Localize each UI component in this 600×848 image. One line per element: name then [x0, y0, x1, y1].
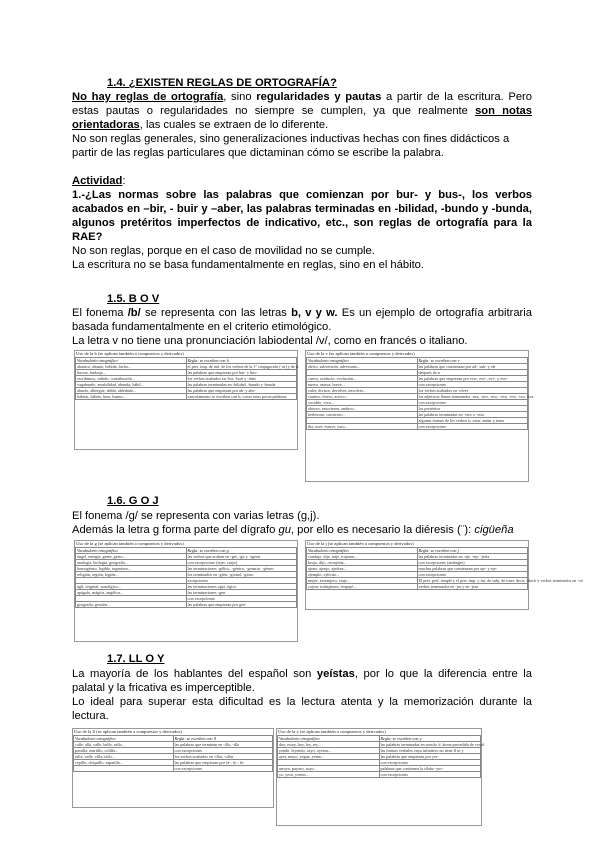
- table-cell: cojear, trabajamos, empujé...: [307, 584, 418, 590]
- table-cell: calle, allá, valle, bello, sello...: [74, 742, 174, 748]
- table-cell: con excepciones: [173, 766, 273, 772]
- bold-phrase: orientadoras: [72, 119, 140, 131]
- rules-table: [306, 547, 584, 590]
- bold-phrase: regularidades y pautas: [256, 91, 382, 103]
- table-title: Uso de la b (se aplican también a compuestos y derivados): [76, 351, 184, 356]
- bold-phrase: son notas: [475, 105, 532, 117]
- table-cell: El pret. perf. simple y el pret. imp. y fut. de subj. de traer, decir, -ducir y verbos terminados en -cir: [418, 578, 584, 583]
- table-cell: con excepciones: [379, 772, 481, 778]
- table-cell: cancelamento se escriben con b, como estas pocas palabras: [186, 394, 297, 400]
- table-cell: las palabras que empiezan por ab- y abs-: [186, 388, 297, 394]
- text: La mayoría de los hablantes del español son: [72, 668, 317, 680]
- table-cell: algunas formas de los verbos ir, estar, andar y tener: [417, 418, 528, 424]
- table-cell: valer, divisor, devolver, envolver...: [307, 388, 418, 394]
- answer-line: No son reglas, porque en el caso de movilidad no se cumple.: [72, 245, 375, 257]
- table-cell: geografía, gestión...: [76, 602, 187, 608]
- table-cell: falla, valle, villa, tallo...: [74, 754, 174, 760]
- question-line: algunos pretéritos imperfectos de indicativo, etc., son reglas de ortografía para la: [72, 217, 532, 229]
- table-cell: las palabras que empiezan por yer-: [379, 754, 481, 760]
- table-cell: con excepciones: [417, 424, 528, 430]
- table-cell: vagabundo, amabilidad, abunda, hábil...: [76, 382, 187, 388]
- table-header: Vocabulario ortográfico: [307, 548, 418, 554]
- table-cell: los verbos acabados en -olver: [417, 388, 528, 394]
- text: :: [122, 175, 126, 187]
- table-header: Regla: se escriben con b: [186, 358, 297, 364]
- text: estas pautas o regularidades no siempre se cumplen, ya que realmente: [72, 105, 468, 117]
- table-cell: homogéneo, legible, ingeniero...: [76, 566, 187, 572]
- table-row: [307, 584, 528, 590]
- table-cell: con excepciones: [417, 572, 528, 578]
- table-cell: cueva, oviducto, evolución...: [307, 376, 418, 382]
- table-header: Vocabulario ortográfico: [278, 736, 380, 742]
- table-row: [74, 766, 273, 772]
- paragraph-line: [72, 104, 532, 118]
- table-title: Uso de la g (se aplican también a compuestos y derivados): [76, 541, 184, 546]
- table-header: Vocabulario ortográfico: [307, 358, 418, 364]
- paragraph-line: [72, 667, 532, 681]
- table-cell: herbívoro, carnívoro...: [307, 412, 418, 418]
- paragraph-line: No son reglas generales, sino generalizaciones inductivas hechas con fines didácticos a: [72, 133, 510, 145]
- table-title: Uso de la y (se aplican también a compuestos y derivados): [278, 729, 386, 734]
- table-cell: pastilla, martillo, colilla...: [74, 748, 174, 754]
- table-cell: verbos terminados en -jar y en -jear: [417, 584, 528, 590]
- table-cell: las palabras que empiezan por geo-: [186, 602, 297, 608]
- activity-label: [72, 174, 532, 188]
- rules-table: [277, 735, 484, 778]
- table-cell: cautivo, lesivo, activo...: [307, 394, 418, 400]
- table-cell: las palabras terminadas en sonido /i/ átona precedida de vocal: [380, 742, 484, 747]
- text: Además la letra g forma parte del dígrafo: [72, 524, 279, 536]
- table-cell: con excepciones (ambages): [417, 560, 528, 566]
- paragraph-line: [72, 90, 532, 104]
- table-cell: escribimos, subido, contribución...: [76, 376, 187, 382]
- paragraph-line: El fonema /g/ se representa con varias letras (g,j).: [72, 510, 320, 522]
- paragraph-line: palatal y la fricativa es imperceptible.: [72, 682, 255, 694]
- table-cell: nuevo, nueva, breve...: [307, 382, 418, 388]
- text: , las cuales se extraen de lo diferente.: [139, 119, 329, 131]
- bold-phrase: /b/: [127, 307, 141, 319]
- table-row: [307, 424, 528, 430]
- table-cell: con excepciones: [186, 596, 297, 602]
- table-header: Regla: se escriben con v: [417, 358, 528, 364]
- activity-title: Actividad: [72, 175, 123, 187]
- question-line: RAE?: [72, 231, 103, 243]
- bold-phrase: yeístas: [316, 668, 355, 680]
- table-cell: ayer, mayo, yegua, yema...: [278, 754, 380, 760]
- table-row: [76, 602, 297, 608]
- table-cell: excepciones: [186, 578, 297, 584]
- rules-table: [75, 547, 297, 608]
- paragraph-line: Lo ideal para superar esta dificultad es la lectura atenta y la memorización durante la: [72, 696, 532, 708]
- section-title-1-6: 1.6. G O J: [107, 495, 159, 507]
- italic-word: cigüeña: [474, 524, 514, 536]
- table-cell: apágalo, mágica, angélica...: [76, 590, 187, 596]
- table-cell: las terminaciones -gélico, -génico, -genario, -géneo: [186, 566, 297, 572]
- table-cell: ejemplo, ejército...: [307, 572, 418, 578]
- table-row: [76, 394, 297, 400]
- table-cell: los pretéritos: [417, 406, 528, 412]
- table-cell: arroyo, payaso, suyo...: [278, 766, 380, 772]
- text: Es un ejemplo de ortografía arbitraria: [337, 307, 532, 319]
- table-cell: las palabras que empiezan por bur- y bus-.: [186, 370, 297, 376]
- table-header: Regla: se escriben con ll: [173, 736, 273, 742]
- table-cell: los terminados en -gión, -gional, -gioso: [186, 572, 297, 578]
- table-cell: ajeno, ajenjo, ajedrez...: [307, 566, 418, 572]
- table-header: Vocabulario ortográfico: [76, 358, 187, 364]
- table-cell: yo, yeso, yermo...: [278, 772, 380, 778]
- text: a partir de la escritura. Pero: [381, 91, 532, 103]
- table-cell: con excepciones: [173, 748, 273, 754]
- table-cell: abanico, abanto, bebida, bicho...: [76, 364, 187, 370]
- table-row: [278, 772, 481, 778]
- bold-phrase: b, v y w.: [291, 307, 338, 319]
- table-cell: iba, tuve, estuve, tuvo...: [307, 424, 418, 430]
- rules-table: [73, 735, 273, 772]
- table-cell: yendo, leyendo, cayó, oyeron...: [278, 748, 380, 754]
- table-cell: con excepciones: [417, 382, 528, 388]
- table-image-g: [74, 540, 298, 642]
- table-cell: palabras que contienen la sílaba -yec-: [379, 766, 481, 772]
- table-cell: las verbos que acaban en -ger, -gir y -igerar: [186, 554, 297, 560]
- table-image-j: [305, 540, 584, 610]
- table-cell: los verbos acabados en -illar, -ullar: [173, 754, 273, 760]
- table-cell: doy, estoy, hoy, ley, rey...: [278, 742, 380, 748]
- question-line: acabados en –bir, - buir y –aber, las palabras terminadas en -bilidad, -bundo y -bunda,: [72, 203, 532, 215]
- table-cell: con excepciones: [417, 400, 528, 406]
- table-cell: mujer, extranjero, viaje...: [307, 578, 418, 584]
- rules-table: [75, 357, 300, 400]
- table-cell: religión, región, legión...: [76, 572, 187, 578]
- table-image-b: [74, 350, 298, 450]
- table-cell: buscar, burbuja...: [76, 370, 187, 376]
- section-title-1-7: 1.7. LL O Y: [107, 653, 165, 665]
- table-image-v: [305, 350, 534, 482]
- table-cell: ágil, original, nostálgico...: [76, 584, 187, 590]
- paragraph-line: basada fundamentalmente en el criterio etimológico.: [72, 321, 332, 333]
- section-title-1-4: 1.4. ¿EXISTEN REGLAS DE ORTOGRAFÍA?: [107, 77, 337, 89]
- table-header: Vocabulario ortográfico: [74, 736, 174, 742]
- table-cell: las palabras que comienzan por ad-, sub- y ob-: [417, 364, 528, 370]
- paragraph-line: [72, 306, 532, 320]
- rules-table: [306, 357, 534, 430]
- paragraph-line: La letra v no tiene una pronunciación labiodental /v/, como en francés o italiano.: [72, 335, 468, 347]
- table-header: Regla: se escriben con g: [186, 548, 297, 554]
- table-cell: las formas verbales cuya infinitivo no tiene ll ni y: [379, 748, 481, 754]
- table-cell: conduje, dije, traje, trajeron...: [307, 554, 418, 560]
- table-title: Uso de la ll (se aplican también a compuestos y derivados): [74, 729, 182, 734]
- table-cell: las terminaciones ogía, ógico: [186, 584, 297, 590]
- text: se representa con las letras: [140, 307, 292, 319]
- answer-line: La escritura no se basa fundamentalmente en reglas, sino en el hábito.: [72, 259, 425, 271]
- table-cell: las palabras terminadas en -bilidad, -bundo y -bunda: [186, 382, 297, 388]
- table-cell: los adjetivos llanos terminados -ava, -ave, -avo, -eva, -eve, -ivo, -iva: [418, 394, 534, 399]
- table-cell: ángel, energía, gente, gesto...: [76, 554, 187, 560]
- question-line: 1.-¿Las normas sobre las palabras que comienzan por bur- y bus-, los verbos: [72, 189, 532, 201]
- table-cell: el pret. imp. de ind. de los verbos de la 1ª conjugación (-ar) y de ir.: [187, 364, 300, 369]
- table-image-y: [276, 728, 482, 826]
- table-title: Uso de la j (se aplican también a compuestos y derivados): [307, 541, 414, 546]
- table-cell: vocablo, viva...: [307, 400, 418, 406]
- text: , sino: [223, 91, 257, 103]
- paragraph-line: partir de las reglas particulares que dictaminan cómo se escribe la palabra.: [72, 147, 444, 159]
- table-cell: las palabras que empiezan por fa-, fo-, fu-: [173, 760, 273, 766]
- table-title: Uso de la v (se aplican también a compuestos y derivados): [307, 351, 415, 356]
- italic-word: gu: [278, 524, 291, 536]
- text: , por ello es necesario la diéresis (¨):: [290, 524, 475, 536]
- table-cell: cepillo, chiquillo, zapatilla...: [74, 760, 174, 766]
- section-title-1-5: 1.5. B O V: [107, 293, 160, 305]
- table-header: Regla: se escriben con y: [379, 736, 481, 742]
- table-cell: las terminaciones -gen: [186, 590, 297, 596]
- table-cell: los verbos acabados en -bir, -buir y -aber: [186, 376, 297, 382]
- table-image-ll: [72, 728, 274, 808]
- table-cell: con excepciones: [379, 760, 481, 766]
- table-header: Regla: se escriben con j: [417, 548, 528, 554]
- table-cell: las palabras que terminan en -illo, -illa: [173, 742, 273, 748]
- table-cell: muchas palabras que comienzan por aje- y eje-: [417, 566, 528, 572]
- bold-phrase: No hay reglas de ortografía: [72, 91, 224, 103]
- table-cell: obtuvo, estuvieron, anduvo...: [307, 406, 418, 412]
- table-cell: brujo, dijo, cerrajería...: [307, 560, 418, 566]
- text: El fonema: [72, 307, 128, 319]
- table-cell: las palabras que empiezan por eva-, eve-, evi-, y evo-: [417, 376, 528, 382]
- paragraph-line: lectura.: [72, 710, 109, 722]
- paragraph-line: [72, 118, 532, 132]
- table-cell: abuelo, albergue, abbla, abledado...: [76, 388, 187, 394]
- paragraph-line: [72, 523, 532, 537]
- table-cell: analogía, biología, geografía...: [76, 560, 187, 566]
- table-cell: las palabras terminadas en -aje, -eje, -jería: [417, 554, 528, 560]
- table-cell: las palabras terminadas en -viro o -vira: [417, 412, 528, 418]
- table-cell: [74, 766, 174, 772]
- table-cell: después de n: [417, 370, 528, 376]
- table-header: Vocabulario ortográfico: [76, 548, 187, 554]
- table-cell: hábitat, hábito, bien, bueno...: [76, 394, 187, 400]
- text: , por lo que la diferencia entre la: [354, 668, 532, 680]
- table-cell: con excepciones (tejer, crujir): [186, 560, 297, 566]
- table-cell: obvio, subversión, adversario...: [307, 364, 418, 370]
